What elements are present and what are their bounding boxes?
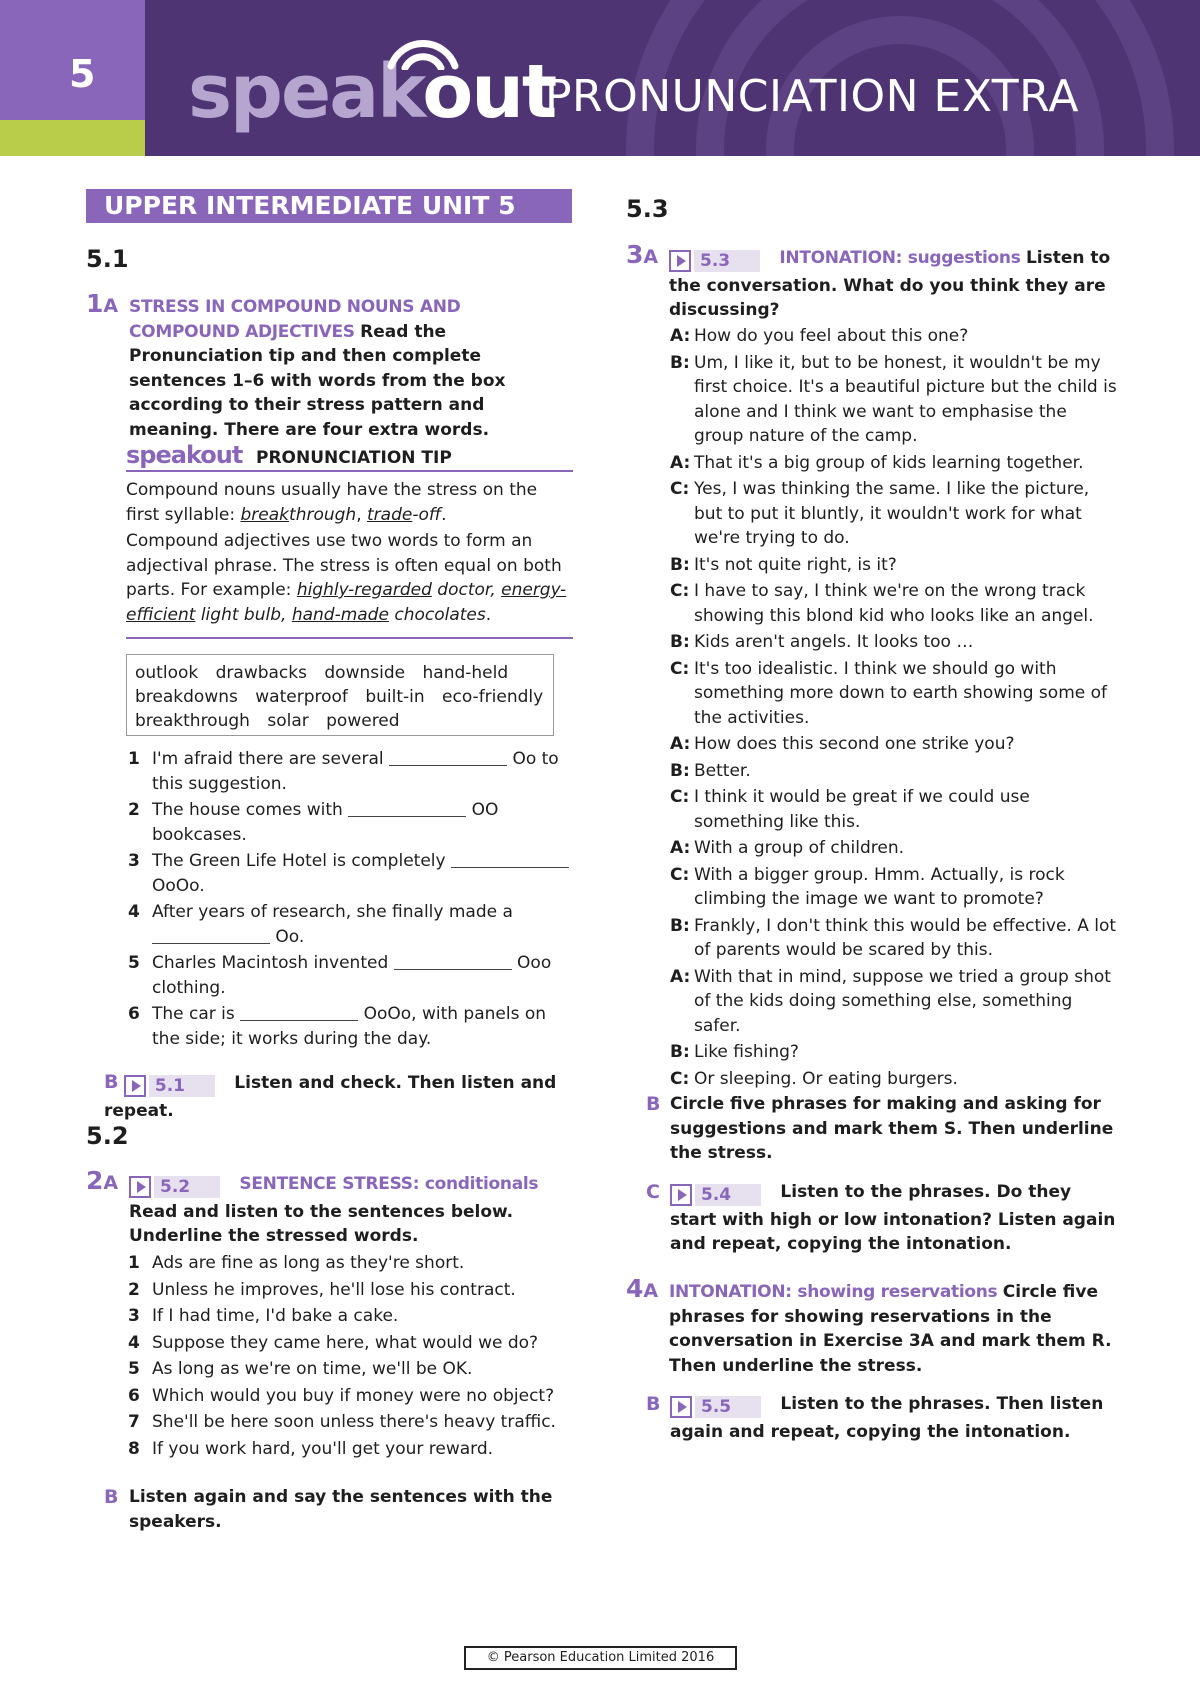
exercise-1a: [86, 289, 574, 442]
audio-track-5-5[interactable]: 5.5: [670, 1395, 761, 1420]
word-box-item: built-in: [365, 687, 425, 707]
word-box-item: drawbacks: [215, 663, 307, 683]
exercise-1b: [104, 1070, 574, 1123]
exercise-3b: [646, 1092, 1116, 1166]
tip-title: PRONUNCIATION TIP: [256, 448, 452, 468]
wifi-arc-icon: [383, 30, 463, 70]
section-5-1-heading: 5.1: [86, 245, 129, 273]
dialogue-line: B: Better.: [670, 760, 751, 781]
pronunciation-tip-box: [126, 440, 573, 639]
exercise-1b-letter: B: [104, 1071, 119, 1093]
tip-header: [126, 440, 573, 472]
play-icon[interactable]: [669, 250, 691, 272]
audio-track-5-1[interactable]: 5.1: [124, 1074, 215, 1099]
answer-blank[interactable]: [389, 748, 507, 766]
exercise-3a: [626, 240, 1116, 323]
exercise-3c: [646, 1180, 1116, 1257]
exercise-1a-instruction: Read the Pronunciation tip and then complete sentences 1–6 with words from the box according to their stress pattern and meaning. There are four extra words.: [129, 321, 506, 440]
dialogue-line: C: Or sleeping. Or eating burgers.: [670, 1068, 958, 1089]
answer-blank[interactable]: [451, 850, 569, 868]
exercise-2a-number: 2A: [86, 1166, 119, 1195]
answer-blank[interactable]: [152, 926, 270, 944]
dialogue-line: A: How do you feel about this one?: [670, 326, 969, 346]
play-icon[interactable]: [129, 1176, 151, 1198]
dialogue-line: A: With that in mind, suppose we tried a group shot of the kids doing something else, something safer.: [670, 966, 1111, 1036]
dialogue-line: C: I have to say, I think we're on the wrong track showing this blond kid who looks like an angel.: [670, 581, 1094, 626]
speakout-logo: [188, 49, 556, 135]
list-item: 2 The house comes with OO bookcases.: [128, 800, 499, 845]
word-box-item: downside: [324, 663, 406, 683]
dialogue-line: A: How does this second one strike you?: [670, 734, 1015, 754]
tip-paragraph-1: Compound nouns usually have the stress on the first syllable: breakthrough, trade-off.: [126, 480, 538, 525]
list-item: 4 Suppose they came here, what would we do?: [128, 1332, 539, 1353]
word-box: [126, 654, 554, 736]
exercise-2a-instruction: Read and listen to the sentences below. Underline the stressed words.: [129, 1201, 514, 1246]
word-box-item: breakdowns: [135, 687, 238, 707]
audio-track-5-2[interactable]: 5.2: [129, 1175, 220, 1200]
exercise-1a-sentences: [128, 747, 574, 1051]
exercise-2a-sentences: [128, 1251, 574, 1463]
exercise-3c-letter: C: [646, 1181, 660, 1203]
dialogue-line: B: It's not quite right, is it?: [670, 554, 897, 575]
tip-logo: speakout: [126, 441, 243, 469]
play-icon[interactable]: [124, 1075, 146, 1097]
exercise-4b-instruction: Listen to the phrases. Then listen again and repeat, copying the intonation.: [670, 1394, 1104, 1442]
play-icon[interactable]: [670, 1396, 692, 1418]
dialogue-line: B: Like fishing?: [670, 1042, 799, 1062]
list-item: 7 She'll be here soon unless there's heavy traffic.: [128, 1412, 556, 1432]
page-header: [0, 0, 1200, 156]
list-item: 5 As long as we're on time, we'll be OK.: [128, 1359, 473, 1379]
list-item: 2 Unless he improves, he'll lose his contract.: [128, 1279, 516, 1300]
exercise-4a-instruction: Circle five phrases for showing reservations in the conversation in Exercise 3A and mark them R. Then underline the stress.: [669, 1282, 1112, 1376]
exercise-2b-instruction: Listen again and say the sentences with the speakers.: [129, 1487, 553, 1532]
exercise-2b-letter: B: [104, 1486, 119, 1508]
logo-speak: speak: [188, 49, 423, 135]
word-box-item: solar powered: [267, 711, 400, 731]
exercise-3a-instruction: Listen to the conversation. What do you think they are discussing?: [669, 248, 1111, 320]
word-box-item: waterproof: [255, 687, 348, 707]
dialogue-line: A: That it's a big group of kids learning together.: [670, 452, 1084, 473]
word-box-item: breakthrough: [135, 711, 250, 731]
list-item: 1 I'm afraid there are several Oo to this suggestion.: [128, 749, 559, 794]
exercise-4a-number: 4A: [626, 1274, 659, 1303]
dialogue-line: C: It's too idealistic. I think we should go with something more down to earth showing some of the activities.: [670, 658, 1107, 728]
list-item: 3 The Green Life Hotel is completely OoOo.: [128, 849, 574, 898]
list-item: 8 If you work hard, you'll get your reward.: [128, 1438, 494, 1459]
exercise-3b-letter: B: [646, 1093, 661, 1115]
exercise-3a-topic: INTONATION: suggestions: [779, 248, 1021, 268]
exercise-4a-topic: INTONATION: showing reservations: [669, 1282, 998, 1302]
list-item: 6 Which would you buy if money were no object?: [128, 1385, 555, 1406]
unit-number: 5: [0, 0, 145, 120]
header-accent-strip: [0, 120, 145, 156]
word-box-item: eco-friendly: [442, 687, 544, 707]
exercise-3b-instruction: Circle five phrases for making and asking for suggestions and mark them S. Then underline the stress.: [670, 1094, 1114, 1163]
dialogue-line: C: With a bigger group. Hmm. Actually, is rock climbing the image we want to promote?: [670, 864, 1065, 909]
logo-out: out: [422, 49, 556, 135]
dialogue-line: B: Kids aren't angels. It looks too …: [670, 632, 974, 652]
exercise-3a-number: 3A: [626, 240, 659, 269]
play-icon[interactable]: [670, 1184, 692, 1206]
unit-banner: UPPER INTERMEDIATE UNIT 5: [86, 189, 572, 223]
exercise-4b-letter: B: [646, 1393, 661, 1415]
list-item: 4 After years of research, she finally made a Oo.: [128, 902, 513, 947]
exercise-4a: [626, 1274, 1116, 1378]
copyright-footer: © Pearson Education Limited 2016: [464, 1646, 737, 1670]
list-item: 3 If I had time, I'd bake a cake.: [128, 1306, 399, 1326]
tip-paragraph-2: Compound adjectives use two words to form an adjectival phrase. The stress is often equal on both parts. For example: highly-regarded doctor, energy-efficient light bulb, hand-made chocolates.: [126, 531, 567, 625]
exercise-2b: [104, 1485, 574, 1534]
exercise-2a-topic: SENTENCE STRESS: conditionals: [239, 1174, 539, 1194]
exercise-1a-number: 1A: [86, 289, 119, 318]
word-box-item: hand-held: [422, 663, 509, 683]
exercise-1a-topic: STRESS IN COMPOUND NOUNS AND COMPOUND ADJECTIVES: [129, 297, 461, 342]
header-title: PRONUNCIATION EXTRA: [545, 71, 1079, 122]
conversation: [670, 324, 1118, 1093]
dialogue-line: C: I think it would be great if we could use something like this.: [670, 787, 1030, 832]
answer-blank[interactable]: [348, 799, 466, 817]
dialogue-line: B: Um, I like it, but to be honest, it wouldn't be my first choice. It's a beautiful picture but the child is alone and I think we want to emphasise the group nature of the camp.: [670, 352, 1117, 446]
dialogue-line: C: Yes, I was thinking the same. I like the picture, but to put it bluntly, it wouldn't work for what we're trying to do.: [670, 479, 1090, 548]
answer-blank[interactable]: [240, 1003, 358, 1021]
exercise-1b-instruction: Listen and check. Then listen and repeat.: [104, 1073, 557, 1121]
tip-body: [126, 472, 573, 639]
dialogue-line: A: With a group of children.: [670, 838, 905, 858]
section-5-3-heading: 5.3: [626, 195, 669, 223]
exercise-2a: [86, 1166, 574, 1249]
exercise-4b: [646, 1392, 1116, 1444]
section-5-2-heading: 5.2: [86, 1122, 129, 1150]
list-item: 6 The car is OoOo, with panels on the side; it works during the day.: [128, 1004, 547, 1049]
list-item: 1 Ads are fine as long as they're short.: [128, 1253, 465, 1273]
audio-track-5-3[interactable]: 5.3: [669, 249, 760, 274]
audio-track-5-4[interactable]: 5.4: [670, 1183, 761, 1208]
dialogue-line: B: Frankly, I don't think this would be effective. A lot of parents would be scared by this.: [670, 915, 1117, 960]
list-item: 5 Charles Macintosh invented Ooo clothing.: [128, 953, 552, 998]
answer-blank[interactable]: [394, 952, 512, 970]
exercise-3c-instruction: Listen to the phrases. Do they start with high or low intonation? Listen again and repeat, copying the intonation.: [670, 1182, 1116, 1254]
word-box-item: outlook: [135, 663, 199, 683]
